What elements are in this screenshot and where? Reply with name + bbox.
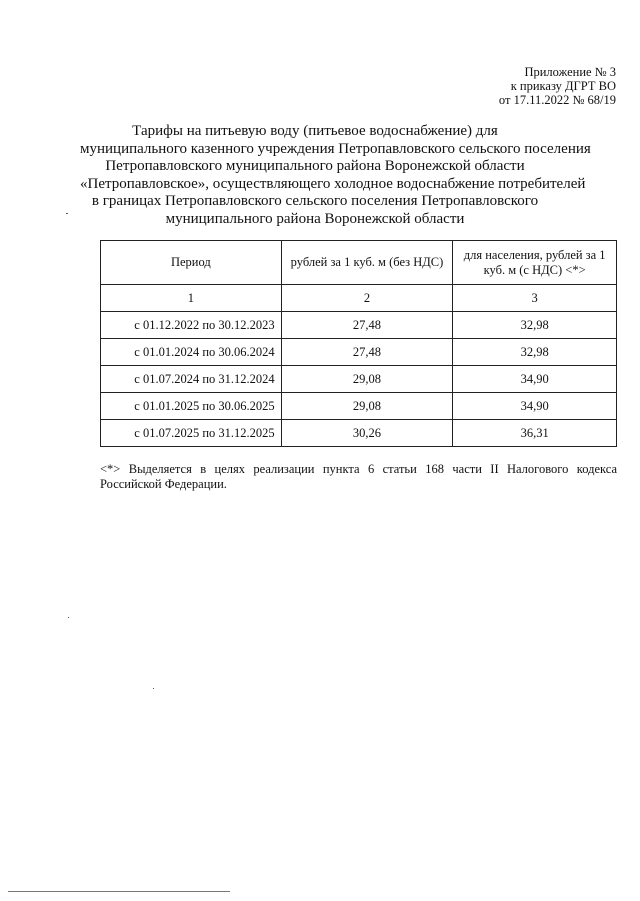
table-header-row (101, 241, 617, 285)
column-number: 1 (101, 285, 282, 312)
page-bottom-rule (8, 891, 230, 892)
table-row (101, 339, 617, 366)
tariff-table (100, 240, 617, 447)
column-header-period: Период (101, 241, 282, 285)
period-cell: с 01.07.2024 по 31.12.2024 (101, 366, 282, 393)
tariff-without-vat-cell: 29,08 (281, 393, 453, 420)
column-number: 3 (453, 285, 617, 312)
title-line: муниципального района Воронежской области (165, 210, 465, 227)
tariff-with-vat-cell: 36,31 (453, 420, 617, 447)
column-header-without-vat: рублей за 1 куб. м (без НДС) (281, 241, 453, 285)
scan-speck (153, 688, 154, 689)
tariff-without-vat-cell: 29,08 (281, 366, 453, 393)
table-row (101, 393, 617, 420)
column-number: 2 (281, 285, 453, 312)
tariff-without-vat-cell: 27,48 (281, 339, 453, 366)
table-row (101, 420, 617, 447)
scan-speck (66, 213, 68, 214)
column-number-row (101, 285, 617, 312)
tariff-with-vat-cell: 32,98 (453, 312, 617, 339)
order-reference: к приказу ДГРТ ВО (510, 79, 616, 93)
title-line: Тарифы на питьевую воду (питьевое водоснабжение) для (132, 123, 498, 139)
tariff-without-vat-cell: 30,26 (281, 420, 453, 447)
scan-speck (68, 617, 69, 618)
document-title (80, 123, 591, 228)
column-header-with-vat: для населения, рублей за 1 куб. м (с НДС) <*> (453, 241, 617, 285)
appendix-number: Приложение № 3 (524, 65, 616, 79)
title-line: Петропавловского муниципального района Воронежской области (105, 158, 525, 174)
appendix-header (499, 65, 616, 107)
table-row (101, 312, 617, 339)
tariff-with-vat-cell: 34,90 (453, 393, 617, 420)
tariff-without-vat-cell: 27,48 (281, 312, 453, 339)
tariff-with-vat-cell: 32,98 (453, 339, 617, 366)
footnote: <*> Выделяется в целях реализации пункта 6 статьи 168 части II Налогового кодекса Российской Федерации. (100, 462, 617, 491)
table-row (101, 366, 617, 393)
period-cell: с 01.12.2022 по 30.12.2023 (101, 312, 282, 339)
period-cell: с 01.01.2025 по 30.06.2025 (101, 393, 282, 420)
title-line: в границах Петропавловского сельского поселения Петропавловского (91, 193, 539, 209)
period-cell: с 01.01.2024 по 30.06.2024 (101, 339, 282, 366)
title-line: «Петропавловское», осуществляющего холодное водоснабжение потребителей (80, 175, 586, 192)
order-date: от 17.11.2022 № 68/19 (498, 93, 616, 107)
period-cell: с 01.07.2025 по 31.12.2025 (101, 420, 282, 447)
tariff-with-vat-cell: 34,90 (453, 366, 617, 393)
title-line: муниципального казенного учреждения Петропавловского сельского поселения (80, 140, 591, 157)
